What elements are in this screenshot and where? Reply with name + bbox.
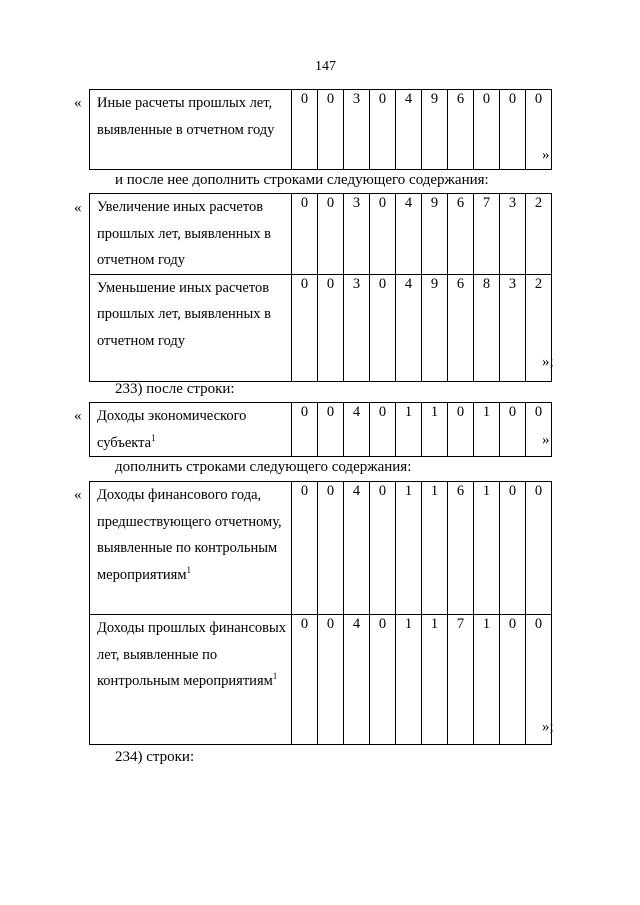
code-table-1: [89, 89, 552, 170]
digit-cell: 0: [526, 615, 552, 745]
row-label: Доходы финансового года, предшествующего отчетному, выявленные по контрольным мероприятиям: [97, 487, 282, 583]
footnote-marker: 1: [186, 564, 191, 575]
footnote-marker: 1: [272, 671, 278, 681]
digit-cell: 6: [448, 90, 474, 170]
digit-cell: 4: [344, 482, 370, 615]
digit-cell: 1: [396, 403, 422, 457]
table-row: [90, 482, 552, 615]
close-quote: »: [542, 432, 550, 448]
digit-cell: 3: [344, 274, 370, 381]
digit-cell: 9: [422, 274, 448, 381]
digit-cell: 0: [474, 90, 500, 170]
digit-cell: 0: [370, 194, 396, 275]
digit-cell: 0: [318, 90, 344, 170]
digit-cell: 6: [448, 274, 474, 381]
close-quote: »;: [542, 719, 554, 735]
digit-cell: 0: [318, 482, 344, 615]
digit-cell: 1: [396, 482, 422, 615]
open-quote: «: [74, 408, 82, 424]
digit-cell: 0: [292, 274, 318, 381]
digit-cell: 0: [500, 90, 526, 170]
table-row: [90, 274, 552, 381]
caption-text: 234) строки:: [115, 749, 195, 765]
digit-cell: 0: [292, 90, 318, 170]
digit-cell: 0: [370, 482, 396, 615]
open-quote: «: [74, 95, 82, 111]
digit-cell: 1: [422, 615, 448, 745]
code-table-3: [89, 402, 552, 457]
digit-cell: 9: [422, 90, 448, 170]
caption-text: дополнить строками следующего содержания:: [115, 459, 412, 475]
digit-cell: 7: [474, 194, 500, 275]
digit-cell: 4: [344, 403, 370, 457]
digit-cell: 2: [526, 274, 552, 381]
digit-cell: 1: [396, 615, 422, 745]
table-row: [90, 194, 552, 275]
digit-cell: 0: [292, 482, 318, 615]
row-label: Иные расчеты прошлых лет, выявленные в отчетном году: [97, 95, 275, 138]
row-label: Увеличение иных расчетов прошлых лет, выявленных в отчетном году: [97, 199, 272, 268]
digit-cell: 1: [422, 403, 448, 457]
digit-cell: 0: [318, 274, 344, 381]
digit-cell: 0: [292, 615, 318, 745]
footnote-marker: 1: [151, 432, 156, 443]
digit-cell: 4: [396, 90, 422, 170]
row-label: Доходы прошлых финансовых лет, выявленные по контрольным мероприятиям: [97, 620, 286, 689]
open-quote: «: [74, 200, 82, 216]
digit-cell: 0: [370, 90, 396, 170]
digit-cell: 3: [344, 90, 370, 170]
code-table-4: [89, 481, 552, 745]
digit-cell: 0: [500, 403, 526, 457]
digit-cell: 0: [526, 403, 552, 457]
digit-cell: 7: [448, 615, 474, 745]
digit-cell: 0: [370, 615, 396, 745]
digit-cell: 0: [500, 615, 526, 745]
digit-cell: 0: [318, 194, 344, 275]
digit-cell: 0: [370, 403, 396, 457]
row-label: Уменьшение иных расчетов прошлых лет, выявленных в отчетном году: [97, 279, 272, 349]
digit-cell: 1: [474, 403, 500, 457]
close-quote: »;: [542, 354, 554, 370]
digit-cell: 0: [526, 90, 552, 170]
digit-cell: 2: [526, 194, 552, 275]
table-row: [90, 403, 552, 457]
digit-cell: 1: [422, 482, 448, 615]
digit-cell: 0: [318, 615, 344, 745]
digit-cell: 8: [474, 274, 500, 381]
caption-text: и после нее дополнить строками следующего содержания:: [115, 172, 489, 188]
digit-cell: 6: [448, 482, 474, 615]
digit-cell: 3: [344, 194, 370, 275]
digit-cell: 0: [292, 194, 318, 275]
digit-cell: 1: [474, 482, 500, 615]
digit-cell: 0: [500, 482, 526, 615]
table-row: [90, 615, 552, 745]
digit-cell: 6: [448, 194, 474, 275]
digit-cell: 4: [396, 194, 422, 275]
digit-cell: 4: [396, 274, 422, 381]
caption-text: 233) после строки:: [115, 381, 235, 397]
digit-cell: 9: [422, 194, 448, 275]
digit-cell: 0: [292, 403, 318, 457]
open-quote: «: [74, 487, 82, 503]
close-quote: »: [542, 147, 550, 163]
page-number: 147: [315, 59, 336, 74]
digit-cell: 0: [448, 403, 474, 457]
row-label: Доходы экономического субъекта: [97, 408, 247, 451]
code-table-2: [89, 193, 552, 382]
digit-cell: 4: [344, 615, 370, 745]
table-row: [90, 90, 552, 170]
digit-cell: 1: [474, 615, 500, 745]
digit-cell: 3: [500, 274, 526, 381]
digit-cell: 3: [500, 194, 526, 275]
digit-cell: 0: [526, 482, 552, 615]
digit-cell: 0: [370, 274, 396, 381]
digit-cell: 0: [318, 403, 344, 457]
